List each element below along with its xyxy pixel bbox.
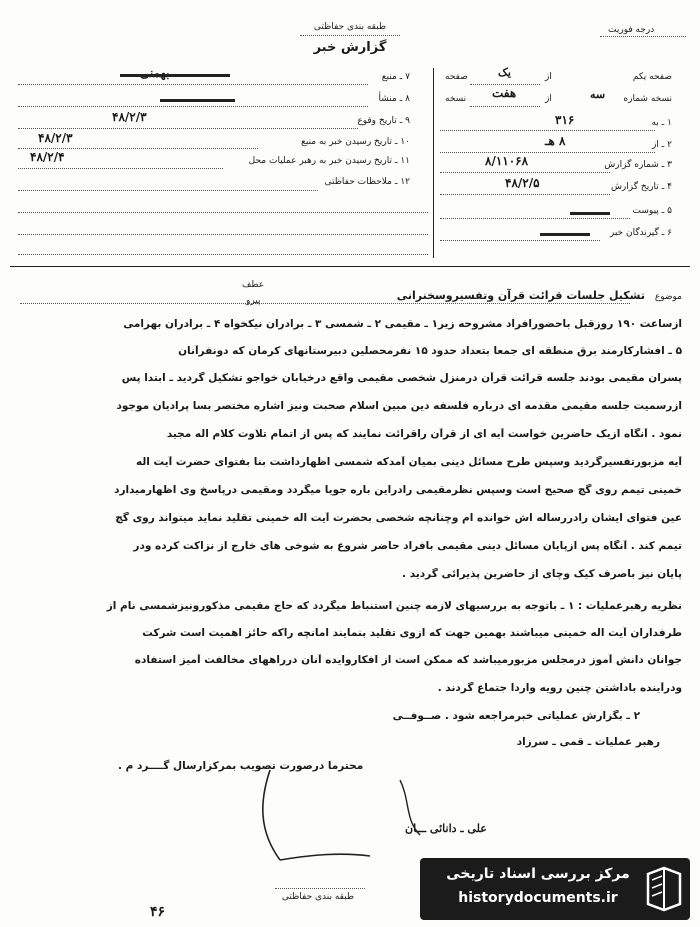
officer-signature: علی ـ دانائی ـــان — [405, 822, 487, 835]
header-separator — [10, 266, 690, 267]
page-unit: صفحه — [445, 72, 468, 82]
f7-value: بهمنی — [140, 66, 170, 80]
page-number: ۴۶ — [150, 904, 166, 920]
watermark-line-1: مرکز بررسی اسناد تاریخی — [446, 866, 630, 882]
f3-label: ۳ ـ شماره گزارش — [604, 160, 672, 170]
f4-value: ۴۸/۲/۵ — [505, 176, 540, 190]
body-line: طرفداران آیت اله خمینی میباشند بهمین جهت که ازوی تقلید بنمایند امانچه راکه حائز اهمیت است شرکت — [142, 627, 682, 639]
f3-value: ۸/۱۱۰۶۸ — [485, 154, 529, 168]
body-line: ۵ ـ افشارکارمند برق منطقه ای جمعا بتعداد حدود ۱۵ نفرمحصلین دبیرستانهای کرمان که دونفرآنان — [178, 345, 682, 357]
f10-value: ۴۸/۲/۳ — [38, 131, 73, 145]
page-title: گزارش خبر — [313, 40, 387, 55]
forward-request: محترما درصورت تصویب بمرکزارسال گــــرد م . — [118, 760, 364, 772]
f11-label: ۱۱ ـ تاریخ رسیدن خبر به رهبر عملیات محل — [248, 156, 410, 166]
f6-dotline — [440, 240, 600, 241]
leader-signature: رهبر عملیات ـ قمی ـ سرزاد — [516, 736, 660, 748]
urgency-label: درجه فوریت — [608, 25, 655, 35]
f2-dotline — [440, 152, 655, 153]
body-line: نظریه رهبرعملیات : ۱ ـ باتوجه به بررسیهای لازمه چنین استنباط میگردد که حاج مقیمی مذکورونیزشمسی نام از — [106, 600, 682, 612]
body-line: پایان نیز باصرف کیک وچای از حاضرین پذیرائی گردید . — [402, 568, 682, 580]
book-logo-icon — [644, 864, 684, 912]
page-label: صفحه یکم — [632, 72, 672, 82]
subject-side-note-2: پیرو — [246, 296, 261, 306]
f4-label: ۴ ـ تاریخ گزارش — [610, 182, 672, 192]
page-dotline — [470, 84, 540, 85]
f5-label: ۵ ـ پیوست — [632, 206, 672, 216]
classification-bottom: طبقه بندی حفاظتی — [281, 892, 355, 902]
watermark-line-2: historydocuments.ir — [458, 890, 618, 906]
page-from: از — [545, 72, 552, 82]
classification-bottom-dotline — [275, 888, 365, 889]
f8-scribble — [160, 99, 235, 102]
f12-dotline-1 — [18, 190, 318, 191]
f6-label: ۶ ـ گیرندگان خبر — [609, 228, 672, 238]
f10-label: ۱۰ ـ تاریخ رسیدن خبر به منبع — [301, 137, 410, 147]
subject-label: موضوع — [654, 292, 682, 302]
subject-side-note-1: عطف — [242, 280, 265, 290]
f1-value: ۳۱۶ — [555, 113, 575, 127]
f10-dotline — [18, 148, 258, 149]
f3-dotline — [440, 172, 610, 173]
f5-dotline — [440, 218, 630, 219]
f1-dotline — [440, 130, 655, 131]
body-line: ازساعت ۱۹۰ روزقبل باحضورافراد مشروحه زیر۱ ـ مقیمی ۲ ـ شمسی ۳ ـ برادران نیکخواه ۴ ـ برادران بهرامی — [123, 318, 682, 330]
copy-value: سه — [590, 88, 606, 101]
f2-value: ۸ هـ — [545, 134, 566, 148]
copy-from: از — [545, 94, 552, 104]
f12-dotline-2 — [18, 212, 428, 213]
f12-dotline-4 — [18, 254, 428, 255]
body-line: نمود . آنگاه ازیک حاضرین خواست آیه ای از قرآن راقرائت نمایند که پس از اتمام تلاوت کلام اله مجید — [166, 428, 682, 440]
copy-total: هفت — [492, 86, 517, 100]
body-line: ۲ ـ بگزارش عملیاتی خبرمراجعه شود . صــوفــی — [392, 710, 640, 722]
f7-strike — [120, 74, 230, 77]
body-line: ازرسمیت جلسه مقیمی مقدمه ای درباره فلسفه دین مبین اسلام صحبت ونیز اشاره مختصر بسا پرادیان موجود — [116, 400, 682, 412]
copy-dotline — [470, 106, 540, 107]
f11-dotline — [18, 168, 223, 169]
classification-top-dotline — [300, 35, 400, 36]
signature-scribble-icon — [250, 760, 450, 870]
body-line: پسران مقیمی بودند جلسه قرائت قرآن درمنزل شخصی مقیمی واقع درخیابان خواجو تشکیل گردید ـ ابتدا پس — [121, 372, 682, 384]
copy-unit: نسخه — [445, 94, 467, 104]
urgency-dotline — [600, 36, 686, 37]
f9-label: ۹ ـ تاریخ وقوع — [357, 116, 410, 126]
f5-scribble — [570, 212, 610, 215]
subject-dotline — [20, 303, 630, 304]
f4-dotline — [440, 194, 610, 195]
page-value: یک — [498, 66, 511, 79]
f2-label: ۲ ـ از — [651, 140, 672, 150]
body-line: عین فتوای ایشان رادررساله اش خوانده ام وچنانچه شخصی بحضرت آیت اله خمینی تقلید نماید میتواند روی گچ — [115, 512, 682, 524]
classification-top: طبقه بندی حفاظتی — [313, 22, 387, 32]
f8-label: ۸ ـ منشأ — [378, 94, 410, 104]
f12-dotline-3 — [18, 234, 428, 235]
f7-dotline — [18, 84, 368, 85]
f1-label: ۱ ـ به — [651, 118, 672, 128]
subject-text: تشکیل جلسات قرائت قرآن وتفسیروسخنرانی — [396, 289, 645, 302]
copy-label: نسخه شماره — [623, 94, 672, 104]
body-line: آیه مزبورتفسیرگردید وسپس طرح مسائل دینی بمیان آمدکه شمسی اظهارداشت بنا بفتوای حضرت آیت اله — [135, 456, 682, 468]
body-line: ودرآینده باداشتن چنین رویه واردا جتماع گردند . — [437, 682, 682, 694]
f11-value: ۴۸/۲/۴ — [30, 150, 65, 164]
column-divider — [433, 68, 434, 258]
body-line: جوانان دانش آموز درمجلس مزبورمیباشد که ممکن است از افکاروایده آنان درراههای مخالفت آمیز استفاده — [134, 654, 682, 666]
f9-value: ۴۸/۲/۳ — [112, 110, 147, 124]
body-line: خمینی تیمم روی گچ صحیح است وسپس نظرمقیمی رادراین باره جویا میگردد ومقیمی درپاسخ وی اظهارمیدارد — [114, 484, 682, 496]
f9-dotline — [18, 128, 358, 129]
f7-label: ۷ ـ منبع — [381, 72, 410, 82]
f12-label: ۱۲ ـ ملاحظات حفاظتی — [324, 177, 410, 187]
body-line: تیمم کند . آنگاه پس ازپایان مسائل دینی مقیمی بافراد حاضر شروع به شوخی های خارج از نزاکت کرده ودر — [133, 540, 682, 552]
f8-dotline — [18, 106, 368, 107]
f6-scribble — [540, 233, 590, 236]
